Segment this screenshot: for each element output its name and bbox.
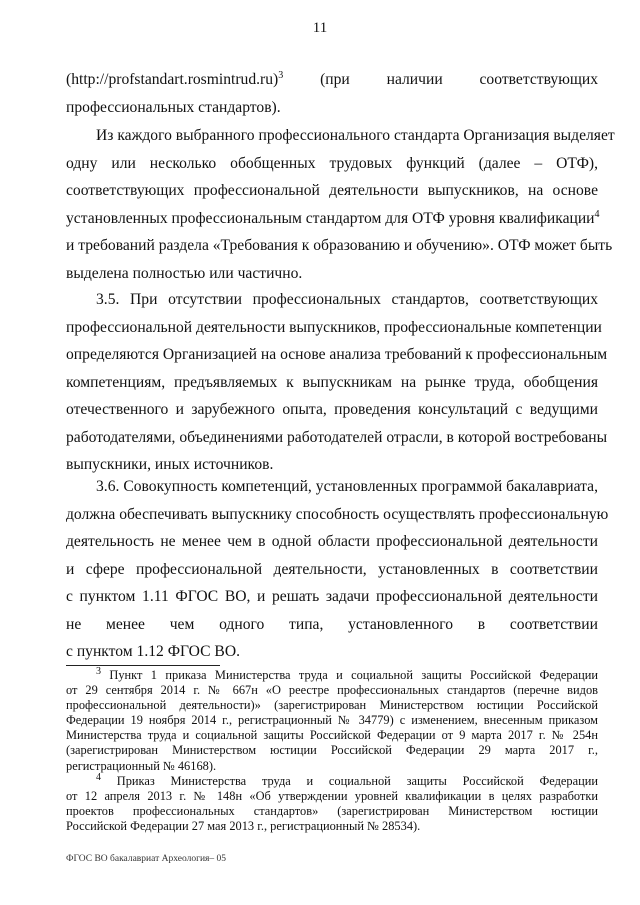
footnote-3-line-5: Министерства труда и социальной защиты Российской Федерации от 9 марта 2017 г. № 254н <box>66 728 598 743</box>
paragraph-3-6-line-1: 3.6. Совокупность компетенций, установленных программой бакалавриата, <box>96 478 598 495</box>
paragraph-3-6-line-5: с пунктом 1.11 ФГОС ВО, и решать задачи профессиональной деятельности <box>66 588 598 605</box>
footnote-4-mark: 4 <box>96 771 101 783</box>
footnote-3-line-7: регистрационный № 46168). <box>66 758 217 773</box>
footnote-3-line-6: (зарегистрирован Министерством юстиции Российской Федерации 29 марта 2017 г., <box>66 743 598 758</box>
paragraph-1-line-2: профессиональных стандартов). <box>66 98 281 116</box>
page-number: 11 <box>312 20 328 36</box>
paragraph-2-line-5: и требований раздела «Требования к образованию и обучению». ОТФ может быть <box>66 237 613 254</box>
footnote-4-line-1-text: Приказ Министерства труда и социальной защиты Российской Федерации <box>116 773 598 788</box>
footnote-3-line-1-text: Пункт 1 приказа Министерства труда и социальной защиты Российской Федерации <box>109 668 598 682</box>
footnote-4-line-4: Российской Федерации 27 мая 2013 г., регистрационный № 28534). <box>66 818 421 833</box>
footnotes <box>66 665 598 834</box>
paragraph-3-6 <box>66 473 609 666</box>
paragraph-2-line-1: Из каждого выбранного профессионального стандарта Организация выделяет <box>96 127 615 144</box>
paragraph-3-5-line-3: определяются Организацией на основе анализа требований к профессиональным <box>66 346 608 363</box>
paragraph-3-6-line-7: с пунктом 1.12 ФГОС ВО. <box>66 643 240 660</box>
paragraph-1 <box>66 66 598 121</box>
paragraph-3-6-line-3: деятельность не менее чем в одной области профессиональной деятельности <box>66 533 598 550</box>
page-footer: ФГОС ВО бакалавриат Археология– 05 <box>66 854 227 864</box>
footnote-4-line-2: от 12 апреля 2013 г. № 148н «Об утверждении уровней квалификации в целях разработки <box>66 788 598 803</box>
footnote-3-line-4: Федерации 19 ноября 2014 г., регистрационный № 34779) с изменением, внесенным приказом <box>66 713 598 728</box>
footnote-3 <box>66 665 598 774</box>
footnote-3-line-1 <box>66 665 598 683</box>
paragraph-3-5-line-2: профессиональной деятельности выпускников, профессиональные компетенции <box>66 318 602 336</box>
paragraph-3-5-line-6: работодателями, объединениями работодателей отрасли, в которой востребованы <box>66 428 608 446</box>
footnote-3-line-2: от 29 сентября 2014 г. № 667н «О реестре профессиональных стандартов (перечне видов <box>66 683 598 698</box>
paragraph-2-line-4 <box>66 205 598 233</box>
paragraph-1-line-1-tail: (при наличии соответствующих <box>283 71 598 88</box>
paragraph-3-5-line-5: отечественного и зарубежного опыта, проведения консультаций с ведущими <box>66 401 598 418</box>
link-text: (http://profstandart.rosmintrud.ru) <box>66 71 279 88</box>
footnote-4 <box>66 771 598 834</box>
footnote-3-line-3: профессиональной деятельности)» (зарегистрирован Министерством юстиции Российской <box>66 698 598 713</box>
paragraph-2-line-6: выделена полностью или частично. <box>66 264 303 282</box>
paragraph-2-line-2: одну или несколько обобщенных трудовых функций (далее – ОТФ), <box>66 154 598 172</box>
paragraph-1-line-1 <box>66 66 598 94</box>
paragraph-2-line-3: соответствующих профессиональной деятельности выпускников, на основе <box>66 182 598 199</box>
footnote-divider <box>66 665 220 666</box>
paragraph-3-5 <box>66 286 608 479</box>
footnote-4-line-3: проектов профессиональных стандартов» (зарегистрирован Министерством юстиции <box>66 803 598 818</box>
paragraph-3-5-line-7: выпускники, иных источников. <box>66 456 274 473</box>
footnote-ref-3: 3 <box>278 69 284 81</box>
footnote-3-mark: 3 <box>96 665 101 677</box>
paragraph-3-5-line-4: компетенциям, предъявляемых к выпускникам на рынке труда, обобщения <box>66 373 598 391</box>
paragraph-2-line-4-text: установленных профессиональным стандартом для ОТФ уровня квалификации <box>66 209 595 227</box>
paragraph-3-6-line-4: и сфере профессиональной деятельности, установленных в соответствии <box>66 560 598 578</box>
footnote-4-line-1 <box>66 771 598 789</box>
paragraph-3-6-line-6: не менее чем одного типа, установленного в соответствии <box>66 615 598 633</box>
paragraph-2 <box>66 122 615 287</box>
paragraph-3-6-line-2: должна обеспечивать выпускнику способность осуществлять профессиональную <box>66 505 609 523</box>
footnote-ref-4: 4 <box>594 208 600 220</box>
paragraph-3-5-line-1: 3.5. При отсутствии профессиональных стандартов, соответствующих <box>96 291 598 308</box>
